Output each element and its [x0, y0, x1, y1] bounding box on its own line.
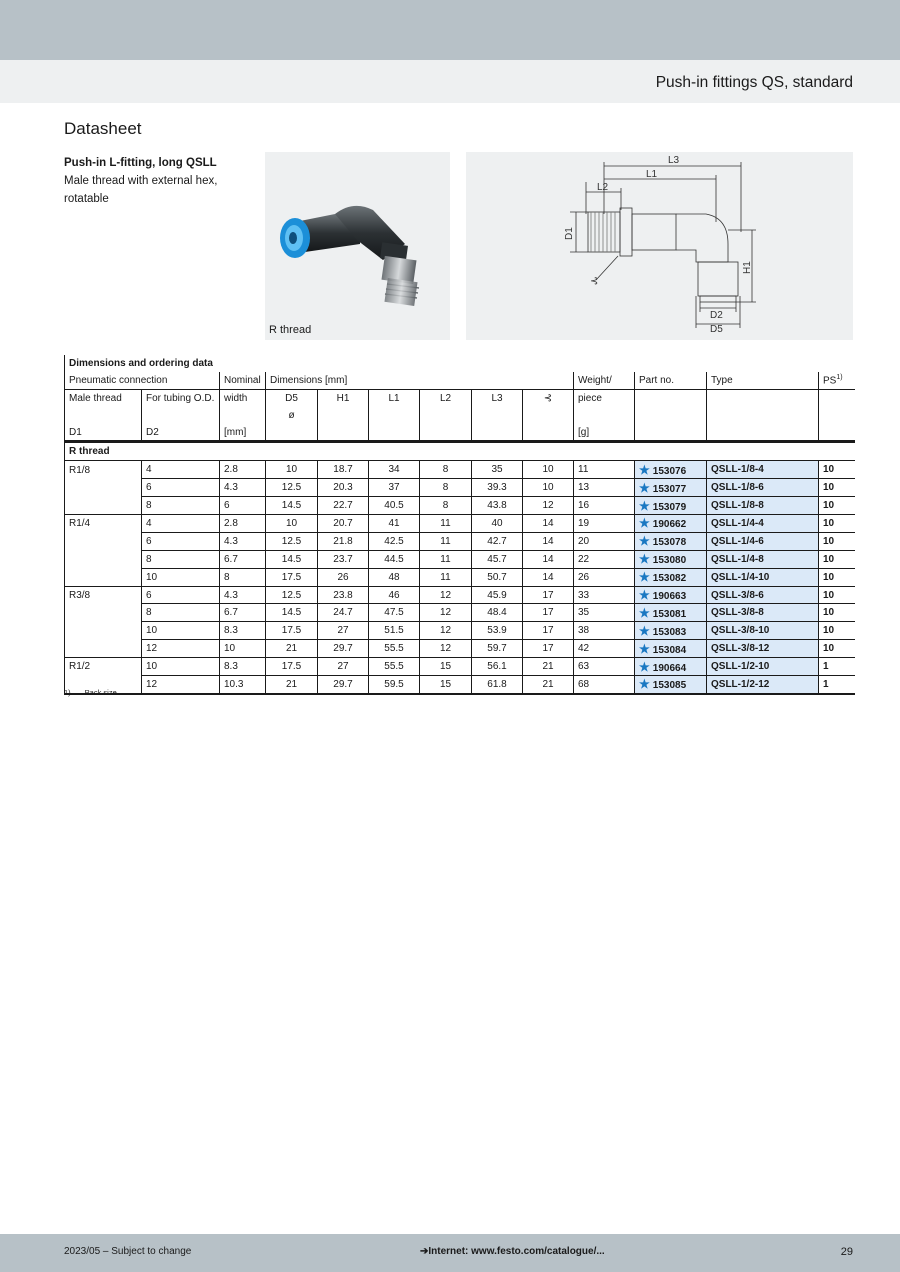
- type-cell[interactable]: QSLL-3/8-8: [707, 604, 819, 622]
- header-h1: H1: [318, 389, 369, 406]
- weight-cell: 38: [574, 622, 635, 640]
- product-info: [64, 154, 254, 208]
- section-title: Push-in fittings QS, standard: [655, 74, 853, 91]
- core-range-star-icon: ★: [639, 605, 650, 620]
- type-cell[interactable]: QSLL-1/8-4: [707, 461, 819, 479]
- tubing-cell: 6: [142, 586, 220, 604]
- part-number-cell[interactable]: [635, 604, 707, 622]
- part-number[interactable]: 190662: [652, 519, 687, 531]
- fitting-photo-icon: [265, 152, 450, 312]
- header-pneumatic: Pneumatic connection: [65, 372, 220, 389]
- pack-size-cell: 10: [819, 461, 855, 479]
- h1-cell: 18.7: [318, 461, 369, 479]
- product-name: Push-in L-fitting, long QSLL: [64, 157, 217, 169]
- wrench-size-cell: 12: [523, 497, 574, 515]
- h1-cell: 20.3: [318, 479, 369, 497]
- weight-cell: 35: [574, 604, 635, 622]
- l3-cell: 35: [472, 461, 523, 479]
- part-number-cell[interactable]: [635, 479, 707, 497]
- part-number[interactable]: 153080: [652, 555, 687, 567]
- l1-cell: 47.5: [369, 604, 420, 622]
- header-ps-label: PS: [823, 375, 837, 387]
- male-thread-cell: [65, 640, 142, 658]
- h1-cell: 23.8: [318, 586, 369, 604]
- nominal-width-cell: 4.3: [220, 532, 266, 550]
- table-row: [65, 479, 855, 497]
- header-ps-sup: 1): [836, 374, 843, 382]
- wrench-size-cell: 17: [523, 604, 574, 622]
- nominal-width-cell: 8.3: [220, 658, 266, 676]
- footnote: [64, 688, 131, 697]
- wrench-size-icon: ⊰: [523, 389, 574, 406]
- d5-cell: 12.5: [266, 532, 318, 550]
- product-description: Male thread with external hex, rotatable: [64, 175, 218, 205]
- header-l3: L3: [472, 389, 523, 406]
- core-range-star-icon: ★: [639, 659, 650, 674]
- nominal-width-cell: 8.3: [220, 622, 266, 640]
- weight-cell: 22: [574, 550, 635, 568]
- table-row: [65, 550, 855, 568]
- h1-cell: 27: [318, 658, 369, 676]
- core-range-star-icon: ★: [639, 480, 650, 495]
- male-thread-cell: [65, 550, 142, 568]
- nominal-width-cell: 2.8: [220, 461, 266, 479]
- d5-cell: 10: [266, 461, 318, 479]
- header-part-no: Part no.: [635, 372, 707, 389]
- type-cell[interactable]: QSLL-3/8-12: [707, 640, 819, 658]
- footnote-text: Pack size: [84, 688, 117, 697]
- part-number[interactable]: 153085: [652, 680, 687, 692]
- part-number-cell[interactable]: [635, 532, 707, 550]
- l2-cell: 11: [420, 532, 472, 550]
- h1-cell: 29.7: [318, 640, 369, 658]
- header-male-thread: Male thread: [65, 389, 142, 406]
- part-number[interactable]: 153082: [652, 573, 687, 585]
- svg-text:D1: D1: [564, 227, 575, 240]
- tubing-cell: 4: [142, 515, 220, 533]
- header-type: Type: [707, 372, 819, 389]
- part-number[interactable]: 153084: [652, 644, 687, 656]
- wrench-size-cell: 17: [523, 640, 574, 658]
- l2-cell: 12: [420, 604, 472, 622]
- male-thread-cell: R1/8: [65, 461, 142, 479]
- part-number-cell[interactable]: [635, 622, 707, 640]
- wrench-size-cell: 10: [523, 461, 574, 479]
- pack-size-cell: 1: [819, 658, 855, 676]
- weight-cell: 11: [574, 461, 635, 479]
- pack-size-cell: 10: [819, 479, 855, 497]
- footer: [0, 1234, 900, 1272]
- header-tubing: For tubing O.D.: [142, 389, 220, 406]
- l3-cell: 45.7: [472, 550, 523, 568]
- h1-cell: 23.7: [318, 550, 369, 568]
- weight-cell: 19: [574, 515, 635, 533]
- weight-cell: 42: [574, 640, 635, 658]
- tubing-cell: 8: [142, 604, 220, 622]
- d5-cell: 21: [266, 640, 318, 658]
- part-number-cell[interactable]: [635, 497, 707, 515]
- nominal-width-cell: 4.3: [220, 586, 266, 604]
- type-cell[interactable]: QSLL-1/2-12: [707, 676, 819, 694]
- pack-size-cell: 10: [819, 604, 855, 622]
- part-number-cell[interactable]: [635, 550, 707, 568]
- svg-text:D5: D5: [710, 324, 723, 335]
- table-row: [65, 532, 855, 550]
- weight-cell: 68: [574, 676, 635, 694]
- dimension-drawing: [466, 152, 853, 340]
- d5-cell: 12.5: [266, 586, 318, 604]
- l3-cell: 43.8: [472, 497, 523, 515]
- h1-cell: 24.7: [318, 604, 369, 622]
- h1-cell: 22.7: [318, 497, 369, 515]
- core-range-star-icon: ★: [639, 677, 650, 692]
- l2-cell: 15: [420, 676, 472, 694]
- l1-cell: 34: [369, 461, 420, 479]
- table-row: [65, 676, 855, 694]
- table-row: [65, 586, 855, 604]
- nominal-width-cell: 10.3: [220, 676, 266, 694]
- type-cell[interactable]: QSLL-3/8-6: [707, 586, 819, 604]
- d5-cell: 17.5: [266, 622, 318, 640]
- part-number-cell[interactable]: [635, 461, 707, 479]
- l1-cell: 48: [369, 568, 420, 586]
- type-cell[interactable]: QSLL-1/4-8: [707, 550, 819, 568]
- l3-cell: 42.7: [472, 532, 523, 550]
- part-number[interactable]: 153079: [652, 501, 687, 513]
- header-dimensions: Dimensions [mm]: [266, 372, 574, 389]
- header-ps: [819, 372, 855, 389]
- header-mm: [mm]: [220, 424, 266, 442]
- male-thread-cell: [65, 479, 142, 497]
- l2-cell: 8: [420, 497, 472, 515]
- core-range-star-icon: ★: [639, 534, 650, 549]
- part-number-cell[interactable]: [635, 568, 707, 586]
- l2-cell: 11: [420, 550, 472, 568]
- type-cell[interactable]: QSLL-1/2-10: [707, 658, 819, 676]
- wrench-size-cell: 21: [523, 658, 574, 676]
- l2-cell: 8: [420, 479, 472, 497]
- wrench-size-cell: 14: [523, 532, 574, 550]
- wrench-size-cell: 21: [523, 676, 574, 694]
- dimensions-table: [64, 355, 855, 695]
- h1-cell: 26: [318, 568, 369, 586]
- l1-cell: 59.5: [369, 676, 420, 694]
- weight-cell: 13: [574, 479, 635, 497]
- title-band: [0, 60, 900, 103]
- top-band: [0, 0, 900, 60]
- table-row: [65, 604, 855, 622]
- header-l2: L2: [420, 389, 472, 406]
- male-thread-cell: [65, 604, 142, 622]
- section-r-thread: R thread: [65, 442, 855, 461]
- pack-size-cell: 10: [819, 586, 855, 604]
- tubing-cell: 10: [142, 568, 220, 586]
- l3-cell: 53.9: [472, 622, 523, 640]
- header-diameter: ø: [266, 407, 318, 424]
- l2-cell: 11: [420, 515, 472, 533]
- tubing-cell: 10: [142, 622, 220, 640]
- tubing-cell: 6: [142, 479, 220, 497]
- svg-text:H1: H1: [742, 261, 753, 274]
- header-width: width: [220, 389, 266, 406]
- core-range-star-icon: ★: [639, 516, 650, 531]
- male-thread-cell: [65, 497, 142, 515]
- table-row: [65, 640, 855, 658]
- weight-cell: 26: [574, 568, 635, 586]
- type-cell[interactable]: QSLL-1/8-6: [707, 479, 819, 497]
- header-d2: D2: [142, 424, 220, 442]
- product-photo: [265, 152, 450, 340]
- male-thread-cell: [65, 568, 142, 586]
- header-d5: D5: [266, 389, 318, 406]
- svg-text:D2: D2: [710, 310, 723, 321]
- part-number-cell[interactable]: [635, 676, 707, 694]
- nominal-width-cell: 10: [220, 640, 266, 658]
- wrench-size-cell: 10: [523, 479, 574, 497]
- core-range-star-icon: ★: [639, 570, 650, 585]
- l2-cell: 15: [420, 658, 472, 676]
- wrench-size-cell: 14: [523, 568, 574, 586]
- core-range-star-icon: ★: [639, 462, 650, 477]
- table-row: [65, 515, 855, 533]
- tubing-cell: 6: [142, 532, 220, 550]
- male-thread-cell: [65, 532, 142, 550]
- type-cell[interactable]: QSLL-1/4-10: [707, 568, 819, 586]
- h1-cell: 27: [318, 622, 369, 640]
- footer-date: 2023/05 – Subject to change: [64, 1246, 192, 1257]
- part-number-cell[interactable]: [635, 640, 707, 658]
- part-number[interactable]: 190664: [652, 662, 687, 674]
- l2-cell: 12: [420, 586, 472, 604]
- table-row: [65, 461, 855, 479]
- tubing-cell: 10: [142, 658, 220, 676]
- svg-text:L1: L1: [646, 169, 658, 180]
- l3-cell: 50.7: [472, 568, 523, 586]
- l2-cell: 12: [420, 622, 472, 640]
- l2-cell: 11: [420, 568, 472, 586]
- part-number[interactable]: 153081: [652, 608, 687, 620]
- type-cell[interactable]: QSLL-1/4-4: [707, 515, 819, 533]
- part-number[interactable]: 153083: [652, 626, 687, 638]
- weight-cell: 63: [574, 658, 635, 676]
- footnote-number: 1): [64, 688, 71, 697]
- part-number[interactable]: 190663: [652, 591, 687, 603]
- d5-cell: 12.5: [266, 479, 318, 497]
- svg-text:⊰: ⊰: [590, 276, 599, 287]
- nominal-width-cell: 8: [220, 568, 266, 586]
- wrench-size-cell: 14: [523, 550, 574, 568]
- table-caption: Dimensions and ordering data: [65, 355, 855, 372]
- table-row: [65, 658, 855, 676]
- l2-cell: 12: [420, 640, 472, 658]
- header-g: [g]: [574, 424, 635, 442]
- h1-cell: 20.7: [318, 515, 369, 533]
- l1-cell: 55.5: [369, 658, 420, 676]
- l3-cell: 40: [472, 515, 523, 533]
- l2-cell: 8: [420, 461, 472, 479]
- part-number[interactable]: 153076: [652, 465, 687, 477]
- l1-cell: 44.5: [369, 550, 420, 568]
- header-l1: L1: [369, 389, 420, 406]
- l1-cell: 37: [369, 479, 420, 497]
- tubing-cell: 4: [142, 461, 220, 479]
- page-title: Datasheet: [64, 119, 142, 138]
- l1-cell: 46: [369, 586, 420, 604]
- male-thread-cell: R1/2: [65, 658, 142, 676]
- core-range-star-icon: ★: [639, 641, 650, 656]
- part-number-cell[interactable]: [635, 658, 707, 676]
- wrench-size-cell: 14: [523, 515, 574, 533]
- wrench-size-cell: 17: [523, 586, 574, 604]
- pack-size-cell: 10: [819, 515, 855, 533]
- l1-cell: 41: [369, 515, 420, 533]
- table-row: [65, 568, 855, 586]
- d5-cell: 17.5: [266, 568, 318, 586]
- part-number-cell[interactable]: [635, 586, 707, 604]
- male-thread-cell: [65, 622, 142, 640]
- photo-caption: R thread: [269, 324, 312, 336]
- pack-size-cell: 10: [819, 550, 855, 568]
- d5-cell: 21: [266, 676, 318, 694]
- weight-cell: 16: [574, 497, 635, 515]
- l3-cell: 61.8: [472, 676, 523, 694]
- page-number: 29: [840, 1246, 853, 1258]
- h1-cell: 21.8: [318, 532, 369, 550]
- l3-cell: 39.3: [472, 479, 523, 497]
- header-d1: D1: [65, 424, 142, 442]
- l1-cell: 42.5: [369, 532, 420, 550]
- type-cell[interactable]: QSLL-1/4-6: [707, 532, 819, 550]
- l3-cell: 48.4: [472, 604, 523, 622]
- header-weight: Weight/: [574, 372, 635, 389]
- part-number[interactable]: 153077: [652, 483, 687, 495]
- nominal-width-cell: 6.7: [220, 604, 266, 622]
- d5-cell: 14.5: [266, 604, 318, 622]
- part-number-cell[interactable]: [635, 515, 707, 533]
- l1-cell: 40.5: [369, 497, 420, 515]
- tubing-cell: 8: [142, 550, 220, 568]
- weight-cell: 20: [574, 532, 635, 550]
- tubing-cell: 12: [142, 676, 220, 694]
- d5-cell: 14.5: [266, 497, 318, 515]
- pack-size-cell: 10: [819, 497, 855, 515]
- wrench-size-cell: 17: [523, 622, 574, 640]
- type-cell[interactable]: QSLL-3/8-10: [707, 622, 819, 640]
- footer-internet-link[interactable]: ➔Internet: www.festo.com/catalogue/...: [420, 1246, 605, 1257]
- header-nominal: Nominal: [220, 372, 266, 389]
- pack-size-cell: 10: [819, 622, 855, 640]
- nominal-width-cell: 4.3: [220, 479, 266, 497]
- l3-cell: 59.7: [472, 640, 523, 658]
- l1-cell: 55.5: [369, 640, 420, 658]
- weight-cell: 33: [574, 586, 635, 604]
- core-range-star-icon: ★: [639, 588, 650, 603]
- type-cell[interactable]: QSLL-1/8-8: [707, 497, 819, 515]
- part-number[interactable]: 153078: [652, 537, 687, 549]
- table-row: [65, 622, 855, 640]
- tubing-cell: 8: [142, 497, 220, 515]
- svg-text:L2: L2: [597, 182, 609, 193]
- male-thread-cell: R1/4: [65, 515, 142, 533]
- core-range-star-icon: ★: [639, 498, 650, 513]
- pack-size-cell: 10: [819, 568, 855, 586]
- pack-size-cell: 10: [819, 640, 855, 658]
- pack-size-cell: 10: [819, 532, 855, 550]
- header-piece: piece: [574, 389, 635, 406]
- d5-cell: 17.5: [266, 658, 318, 676]
- male-thread-cell: R3/8: [65, 586, 142, 604]
- core-range-star-icon: ★: [639, 623, 650, 638]
- l3-cell: 45.9: [472, 586, 523, 604]
- nominal-width-cell: 6: [220, 497, 266, 515]
- nominal-width-cell: 2.8: [220, 515, 266, 533]
- core-range-star-icon: ★: [639, 552, 650, 567]
- svg-text:L3: L3: [668, 155, 680, 166]
- l3-cell: 56.1: [472, 658, 523, 676]
- tubing-cell: 12: [142, 640, 220, 658]
- h1-cell: 29.7: [318, 676, 369, 694]
- d5-cell: 14.5: [266, 550, 318, 568]
- nominal-width-cell: 6.7: [220, 550, 266, 568]
- l1-cell: 51.5: [369, 622, 420, 640]
- d5-cell: 10: [266, 515, 318, 533]
- pack-size-cell: 1: [819, 676, 855, 694]
- table-row: [65, 497, 855, 515]
